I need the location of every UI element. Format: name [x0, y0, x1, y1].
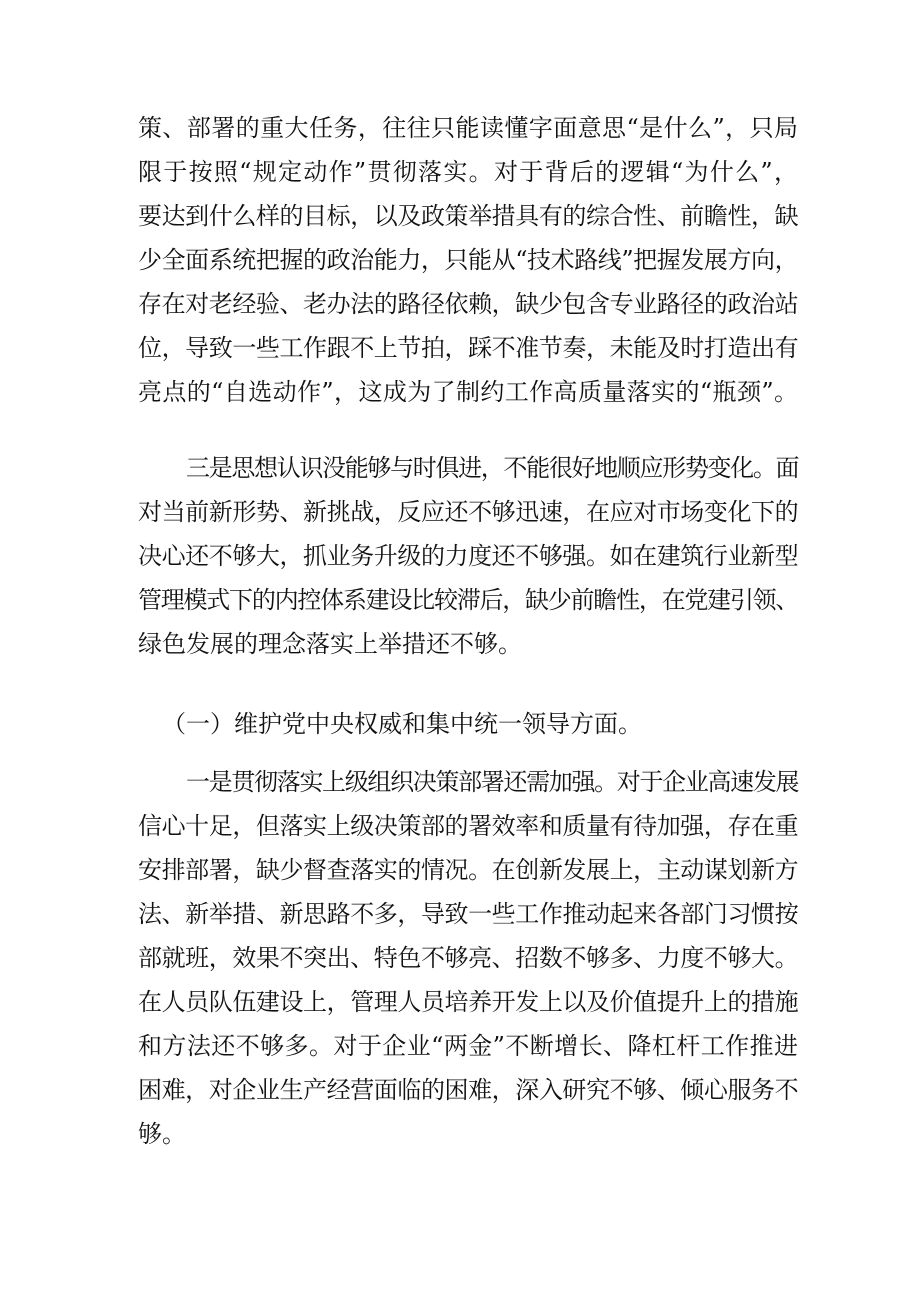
text-line: 管理模式下的内控体系建设比较滞后，缺少前瞻性，在党建引领、: [138, 586, 798, 614]
text-line: 亮点的“自选动作”，这成为了制约工作高质量落实的“瓶颈”。: [138, 378, 798, 406]
text-line: 决心还不够大，抓业务升级的力度还不够强。如在建筑行业新型: [138, 542, 798, 570]
text-line: 困难，对企业生产经营面临的困难，深入研究不够、倾心服务不: [138, 1076, 798, 1104]
text-line: 少全面系统把握的政治能力，只能从“技术路线”把握发展方向，: [138, 246, 798, 274]
text-line: 位，导致一些工作跟不上节拍，踩不准节奏，未能及时打造出有: [138, 334, 798, 362]
text-line: 部就班，效果不突出、特色不够亮、招数不够多、力度不够大。: [138, 944, 798, 972]
text-line: 在人员队伍建设上，管理人员培养开发上以及价值提升上的措施: [138, 988, 798, 1016]
text-line: 和方法还不够多。对于企业“两金”不断增长、降杠杆工作推进: [138, 1032, 798, 1060]
text-line: 一是贯彻落实上级组织决策部署还需加强。对于企业高速发展: [186, 768, 798, 796]
text-line: 绿色发展的理念落实上举措还不够。: [138, 630, 522, 658]
text-line: 要达到什么样的目标，以及政策举措具有的综合性、前瞻性，缺: [138, 202, 798, 230]
text-line: 限于按照“规定动作”贯彻落实。对于背后的逻辑“为什么”，: [138, 158, 798, 186]
text-line: 存在对老经验、老办法的路径依赖，缺少包含专业路径的政治站: [138, 290, 798, 318]
text-line: 对当前新形势、新挑战，反应还不够迅速，在应对市场变化下的: [138, 498, 798, 526]
text-line: 策、部署的重大任务，往往只能读懂字面意思“是什么”，只局: [138, 114, 798, 142]
text-line: 够。: [138, 1120, 186, 1148]
text-line: 法、新举措、新思路不多，导致一些工作推动起来各部门习惯按: [138, 900, 798, 928]
text-line: 信心十足，但落实上级决策部的署效率和质量有待加强，存在重: [138, 812, 798, 840]
text-line: 三是思想认识没能够与时俱进，不能很好地顺应形势变化。面: [186, 454, 798, 482]
text-line: 安排部署，缺少督查落实的情况。在创新发展上，主动谋划新方: [138, 856, 798, 884]
heading-text: （一）维护党中央权威和集中统一领导方面。: [162, 710, 642, 738]
